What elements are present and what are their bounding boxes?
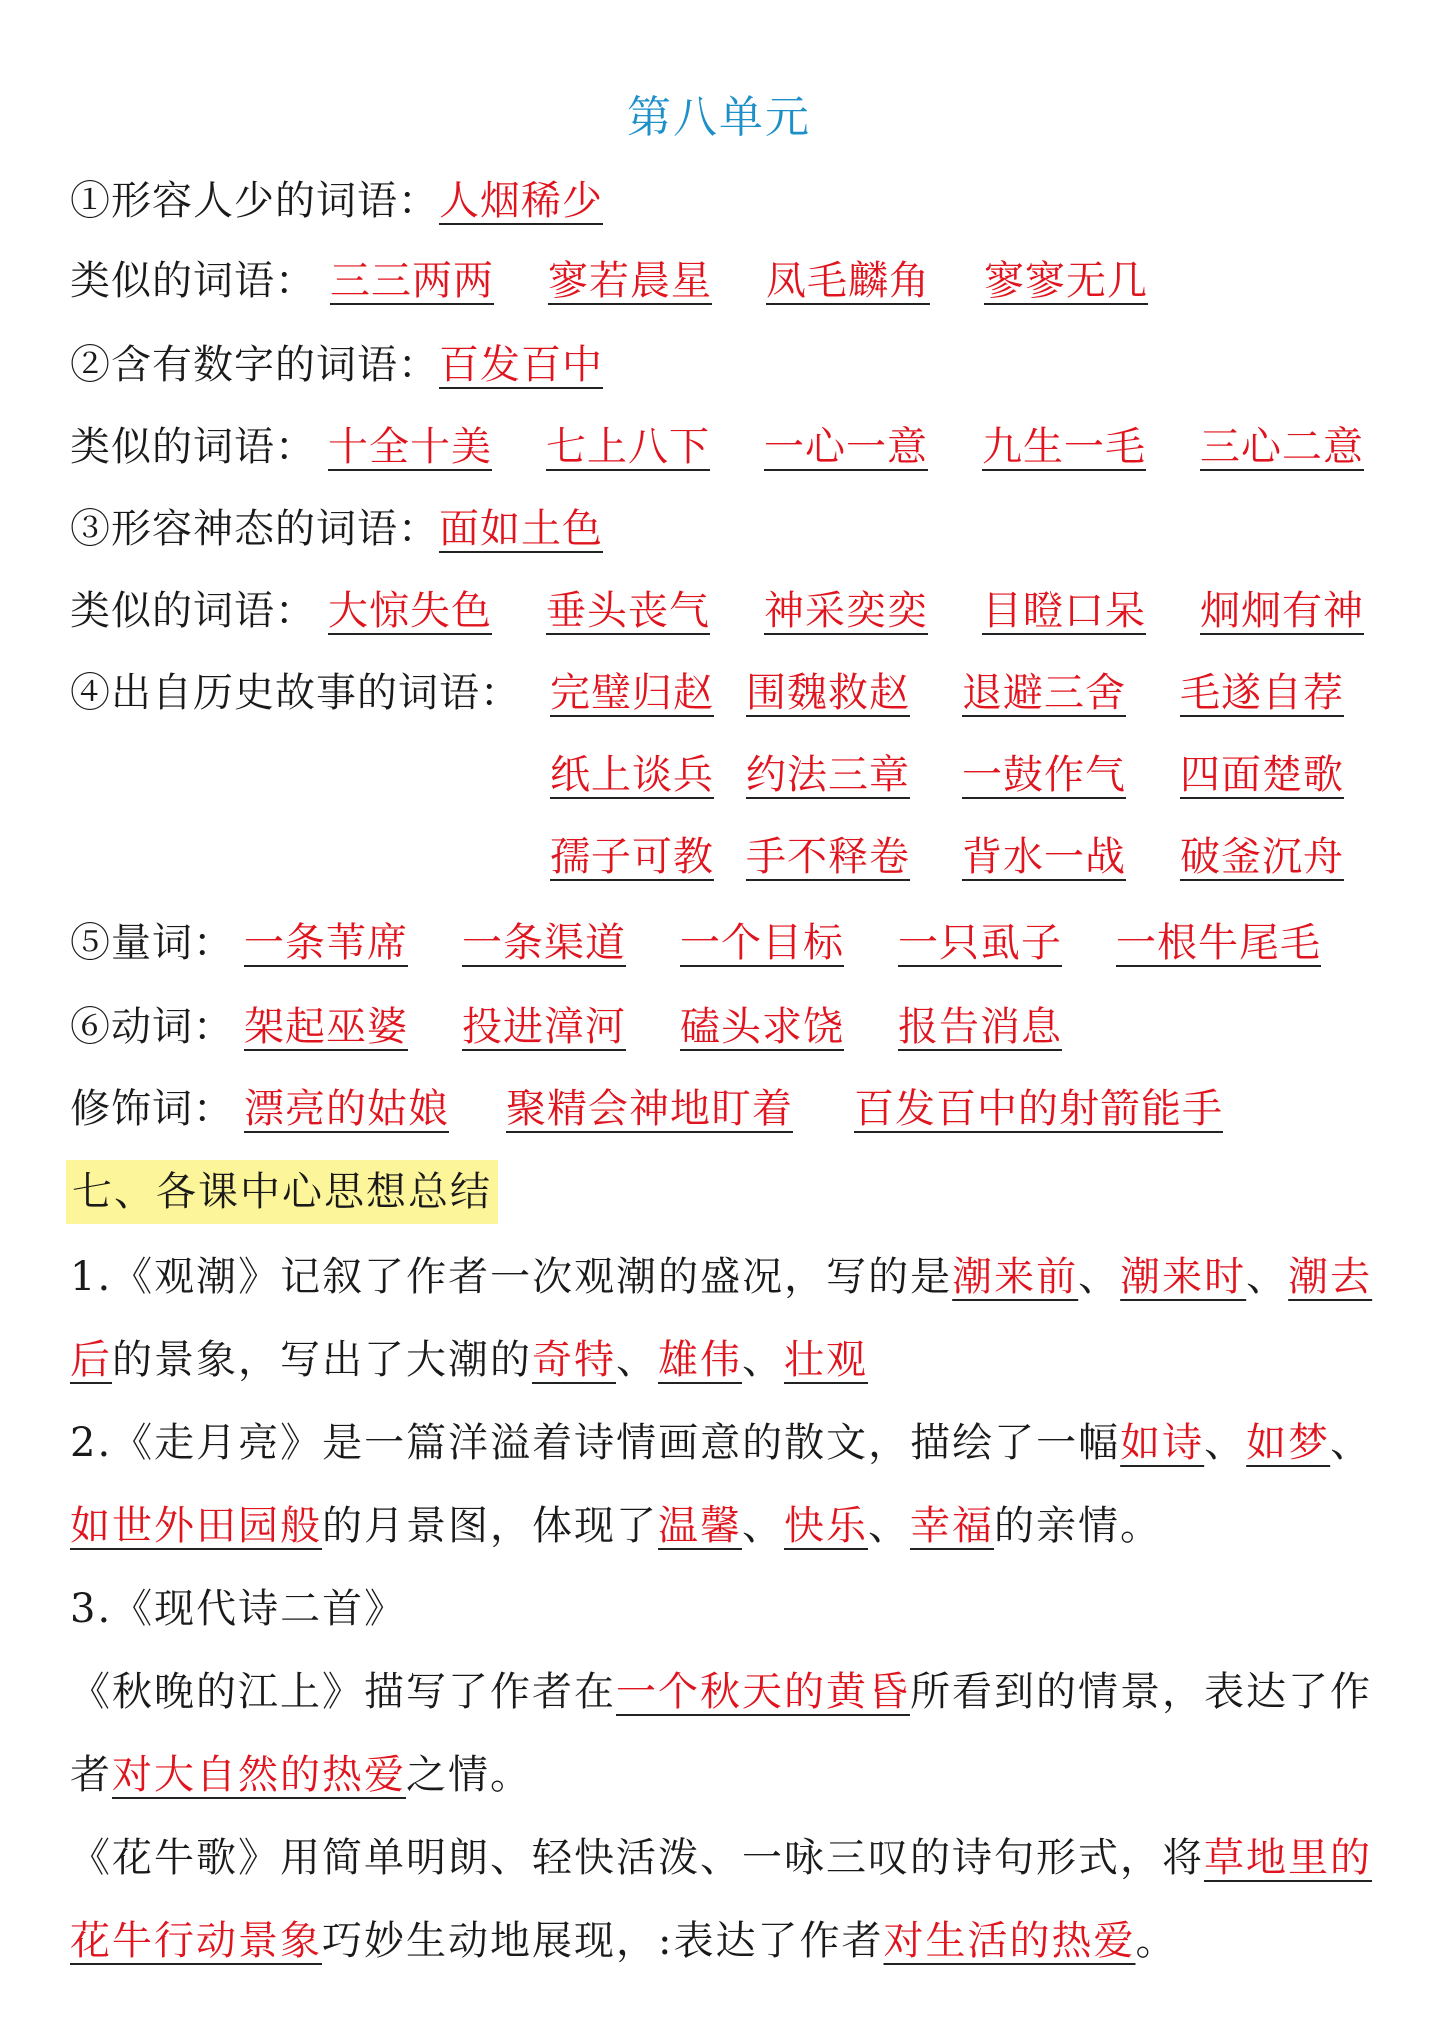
text-run: 巧妙生动地展现，:表达了作者: [322, 1918, 884, 1964]
history-word: 围魏救赵: [746, 670, 910, 716]
text-run: 之情。: [406, 1752, 532, 1798]
key-phrase: 壮观: [784, 1337, 868, 1383]
text-run: 的景象，写出了大潮的: [112, 1337, 532, 1383]
item-2-line: [70, 334, 603, 396]
history-word: 手不释卷: [746, 834, 910, 880]
similar-label: 类似的词语：: [70, 258, 316, 304]
item-7-label: 修饰词：: [70, 1086, 234, 1132]
similar-word: 三心二意: [1200, 424, 1364, 470]
key-phrase: 对生活的热爱: [883, 1918, 1136, 1964]
key-phrase: 潮来前: [952, 1254, 1079, 1300]
key-phrase: 雄伟: [658, 1337, 742, 1383]
text-run: 《花牛歌》用简单明朗、轻快活泼、一咏三叹的诗句形式，将: [70, 1835, 1204, 1881]
summary-paragraph-1: [70, 1236, 1380, 1402]
history-word: 四面楚歌: [1180, 752, 1344, 798]
text-run: 2.《走月亮》是一篇洋溢着诗情画意的散文，描绘了一幅: [70, 1420, 1121, 1466]
unit-title: 第八单元: [627, 92, 811, 143]
key-phrase: 如梦: [1246, 1420, 1331, 1466]
similar-word: 垂头丧气: [546, 588, 710, 634]
measure-word: 一个目标: [680, 920, 844, 966]
text-run: 、: [742, 1503, 784, 1549]
item-2-similar-row: [70, 416, 1380, 478]
measure-word: 一条渠道: [462, 920, 626, 966]
verb-word: 报告消息: [898, 1004, 1062, 1050]
text-run: 、: [742, 1337, 784, 1383]
similar-word: 十全十美: [328, 424, 492, 470]
text-run: 的亲情。: [994, 1503, 1162, 1549]
measure-word: 一只虱子: [898, 920, 1062, 966]
item-4-row-2: [70, 744, 1380, 806]
similar-word: 一心一意: [764, 424, 928, 470]
item-1-word: 人烟稀少: [439, 178, 603, 224]
similar-word: 三三两两: [330, 258, 494, 304]
similar-word: 目瞪口呆: [982, 588, 1146, 634]
history-word: 约法三章: [746, 752, 910, 798]
text-run: 1.《观潮》记叙了作者一次观潮的盛况，写的是: [70, 1254, 953, 1300]
summary-paragraph-4: [70, 1651, 1380, 1817]
similar-word: 七上八下: [546, 424, 710, 470]
key-phrase: 如世外田园般: [70, 1503, 322, 1549]
modifier-word: 聚精会神地盯着: [506, 1086, 793, 1132]
similar-word: 九生一毛: [982, 424, 1146, 470]
key-phrase: 草地里的花牛行动景象: [70, 1835, 1372, 1964]
verb-word: 投进漳河: [462, 1004, 626, 1050]
similar-word: 炯炯有神: [1200, 588, 1364, 634]
item-4-label: ④出自历史故事的词语：: [70, 670, 521, 716]
item-4-row-1: [70, 662, 1380, 724]
text-run: 、: [1204, 1420, 1247, 1466]
text-run: 、: [868, 1503, 910, 1549]
key-phrase: 奇特: [532, 1337, 616, 1383]
item-1-line: [70, 170, 603, 232]
similar-word: 寥寥无几: [984, 258, 1148, 304]
item-2-word: 百发百中: [439, 342, 603, 388]
summary-paragraph-3: 3.《现代诗二首》: [70, 1586, 407, 1632]
text-run: 所看到的情景，表达了作者: [70, 1669, 1372, 1798]
item-4-row-3: [70, 826, 1380, 888]
similar-word: 大惊失色: [328, 588, 492, 634]
text-run: 《秋晚的江上》描写了作者在: [70, 1669, 616, 1715]
key-phrase: 潮去后: [70, 1254, 1373, 1383]
history-word: 破釜沉舟: [1180, 834, 1344, 880]
key-phrase: 对大自然的热爱: [112, 1752, 406, 1798]
item-5-label: ⑤量词：: [70, 920, 234, 966]
similar-label: 类似的词语：: [70, 424, 316, 470]
measure-word: 一根牛尾毛: [1116, 920, 1321, 966]
similar-label: 类似的词语：: [70, 588, 316, 634]
measure-word: 一条苇席: [244, 920, 408, 966]
text-run: 、: [1246, 1254, 1289, 1300]
history-word: 完璧归赵: [550, 670, 714, 716]
history-word: 一鼓作气: [962, 752, 1126, 798]
key-phrase: 潮来时: [1120, 1254, 1247, 1300]
modifier-word: 百发百中的射箭能手: [854, 1086, 1223, 1132]
history-word: 纸上谈兵: [550, 752, 714, 798]
text-run: 、: [616, 1337, 658, 1383]
key-phrase: 一个秋天的黄昏: [616, 1669, 910, 1715]
item-2-label: ②含有数字的词语：: [70, 342, 439, 388]
history-word: 背水一战: [962, 834, 1126, 880]
item-5-row: [70, 912, 1380, 974]
key-phrase: 温馨: [658, 1503, 742, 1549]
key-phrase: 快乐: [784, 1503, 868, 1549]
item-3-line: [70, 498, 603, 560]
section-heading: 七、各课中心思想总结: [66, 1160, 498, 1224]
modifier-word: 漂亮的姑娘: [244, 1086, 449, 1132]
verb-word: 架起巫婆: [244, 1004, 408, 1050]
history-word: 退避三舍: [962, 670, 1126, 716]
item-3-word: 面如土色: [439, 506, 603, 552]
item-3-similar-row: [70, 580, 1380, 642]
history-word: 孺子可教: [550, 834, 714, 880]
history-word: 毛遂自荐: [1180, 670, 1344, 716]
text-run: 。: [1135, 1918, 1178, 1964]
text-run: 的月景图，体现了: [322, 1503, 658, 1549]
verb-word: 磕头求饶: [680, 1004, 844, 1050]
item-7-row: [70, 1078, 1380, 1140]
key-phrase: 幸福: [910, 1503, 994, 1549]
summary-paragraph-2: [70, 1402, 1380, 1568]
item-6-label: ⑥动词：: [70, 1004, 234, 1050]
text-run: 、: [1330, 1420, 1373, 1466]
similar-word: 寥若晨星: [548, 258, 712, 304]
item-1-similar-row: [70, 250, 1370, 312]
item-1-label: ①形容人少的词语：: [70, 178, 439, 224]
similar-word: 凤毛麟角: [766, 258, 930, 304]
key-phrase: 如诗: [1120, 1420, 1205, 1466]
item-3-label: ③形容神态的词语：: [70, 506, 439, 552]
similar-word: 神采奕奕: [764, 588, 928, 634]
item-6-row: [70, 996, 1380, 1058]
summary-paragraph-5: [70, 1817, 1380, 1983]
text-run: 、: [1078, 1254, 1121, 1300]
